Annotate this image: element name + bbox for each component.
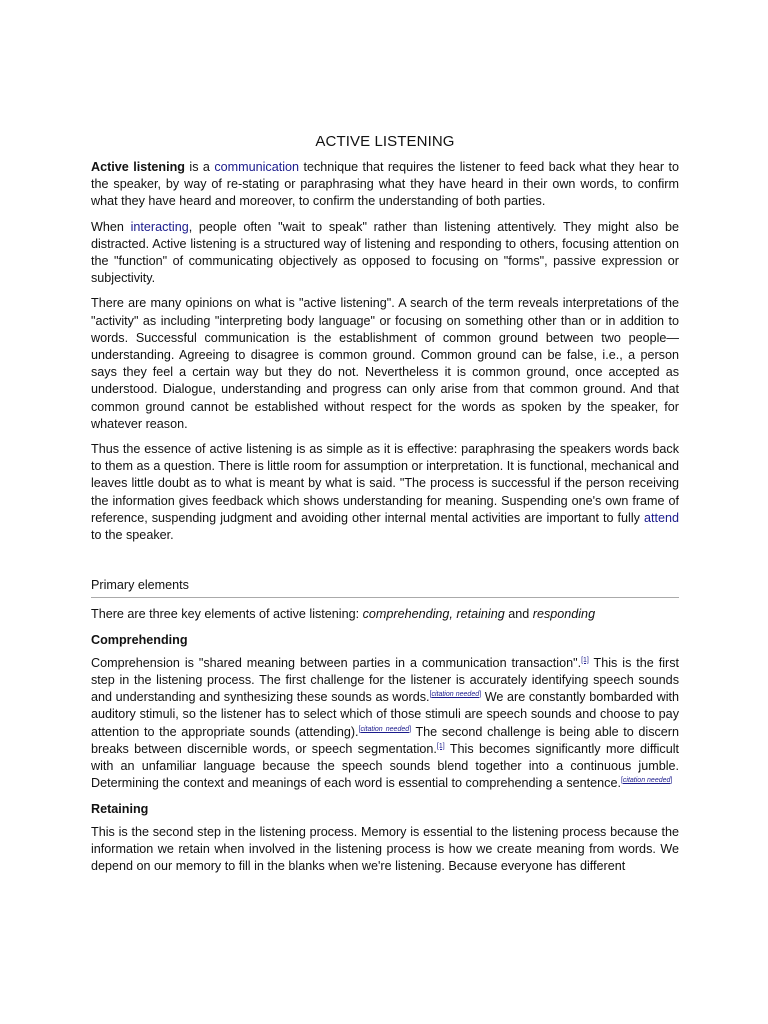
bracket: ] (409, 725, 412, 733)
text: We are constantly bombarded with auditory stimuli, so the listener has to select which of those stimuli are speech sounds and choose to pay attention to the appropriate sounds (attending). (91, 690, 679, 739)
paragraph-key-elements (91, 606, 679, 623)
paragraph-interacting (91, 219, 679, 288)
subheading-retaining: Retaining (91, 801, 149, 816)
section-heading-primary-elements: Primary elements (91, 577, 679, 598)
citation-needed[interactable] (359, 726, 412, 733)
paragraph-comprehending (91, 655, 679, 793)
text: is a (185, 160, 215, 174)
paragraph-essence (91, 441, 679, 544)
bracket: [ (620, 777, 623, 785)
text: to the speaker. (91, 528, 174, 543)
reference-1[interactable] (437, 743, 445, 750)
reference-label[interactable]: [1] (581, 656, 589, 664)
link-attend[interactable]: attend (643, 510, 679, 525)
subheading-comprehending: Comprehending (91, 632, 188, 647)
reference-label[interactable]: [1] (436, 742, 445, 750)
bracket: [ (429, 691, 432, 699)
text: , people often "wait to speak" rather than listening attentively. They might also be distracted. Active listening is a structured way of listening and responding to others, focusing attention on the "function" of communicating objectively as opposed to focusing on "forms", passive expression or subjectivity. (91, 219, 679, 286)
link-interacting[interactable]: interacting (130, 219, 189, 234)
text: and (504, 607, 533, 622)
text: technique that requires the listener to feed back what they hear to the speaker, by way of re-stating or paraphrasing what they have heard in their own words, to confirm what they have heard and moreover, to confirm the understanding of both parties. (91, 160, 679, 209)
citation-needed[interactable] (621, 777, 672, 784)
article-body (91, 159, 679, 883)
bracket: ] (479, 691, 482, 699)
text-italic: responding (532, 607, 596, 622)
text: There are three key elements of active listening: (91, 607, 363, 622)
reference-1[interactable] (581, 657, 589, 664)
citation-needed-link[interactable]: citation needed (360, 725, 410, 733)
text: Thus the essence of active listening is as simple as it is effective: paraphrasing the speakers words back to them as a question. There is little room for assumption or interpretation. It is functional, mechanical and leaves little doubt as to what is meant by what is said. "The process is successful if the person receiving the information gives feedback which shows understanding for meaning. Suspending one's own frame of reference, suspending judgment and avoiding other internal mental activities are important to fully (91, 442, 679, 525)
citation-needed[interactable] (430, 691, 482, 698)
bracket: ] (670, 777, 673, 785)
text: This becomes significantly more difficult with an unfamiliar language because the speech sounds blend together into a continuous jumble. Determining the context and meanings of each word is essential to comprehending a sentence. (91, 741, 679, 791)
bracket: [ (358, 725, 361, 733)
paragraph-retaining: This is the second step in the listening process. Memory is essential to the listening process because the information we retain when involved in the listening process is how we create meaning from words. We depend on our memory to fill in the blanks when we're listening. Because everyone has different (91, 824, 679, 874)
paragraph-opinions: There are many opinions on what is "active listening". A search of the term reveals interpretations of the "activity" as including "interpreting body language" or focusing on something other than or in addition to words. Successful communication is the establishment of common ground between two people—understanding. Agreeing to disagree is common ground. Common ground can be false, i.e., a person says they feel a certain way but they do not. Nevertheless it is common ground, once accepted as understood. Dialogue, understanding and progress can only arise from that common ground. And that common ground cannot be established without respect for the words as spoken by the speaker, for whatever reason. (91, 296, 679, 431)
page-title: ACTIVE LISTENING (315, 133, 455, 150)
term-active-listening: Active listening (91, 160, 185, 174)
text: This is the first step in the listening process. The first challenge for the listener is accurately identifying speech sounds and understanding and synthesizing these sounds as words. (91, 655, 679, 705)
text: Comprehension is "shared meaning between parties in a communication transaction". (91, 655, 582, 670)
text: The second challenge is being able to discern breaks between discernible words, or speech segmentation. (91, 724, 679, 756)
citation-needed-link[interactable]: citation needed (431, 691, 480, 699)
link-communication[interactable]: communication (214, 160, 300, 174)
paragraph-intro (91, 159, 679, 211)
text-italic: comprehending, retaining (362, 607, 505, 622)
text: When (91, 219, 131, 234)
citation-needed-link[interactable]: citation needed (622, 777, 671, 785)
